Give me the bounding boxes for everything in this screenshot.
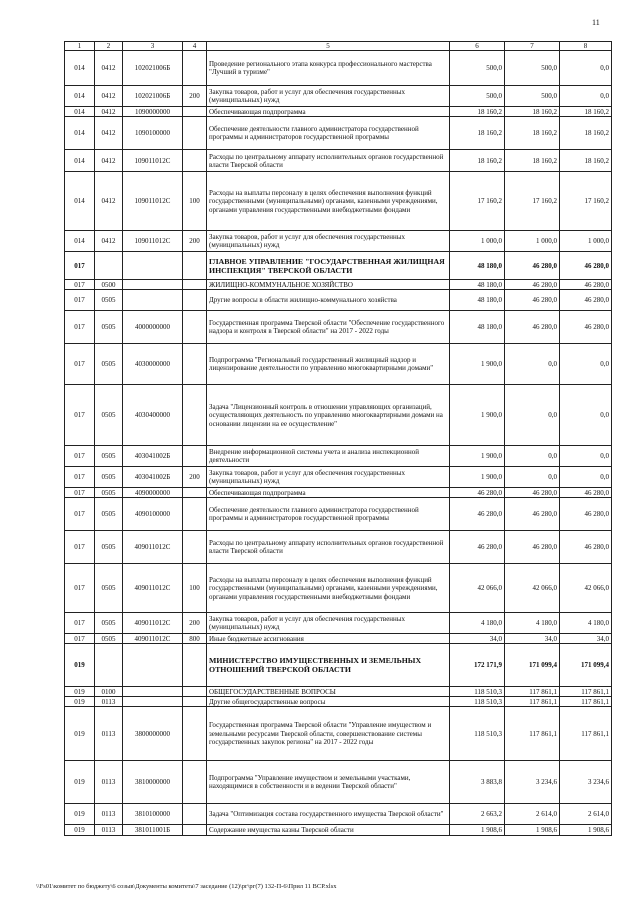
- description: Другие вопросы в области жилищно-коммунального хозяйства: [207, 290, 450, 311]
- table-row: [65, 446, 612, 467]
- target-article-code: 403041002Б: [123, 446, 183, 467]
- table-row: [65, 804, 612, 825]
- target-article-code: [123, 252, 183, 280]
- expense-type-code: 200: [183, 467, 207, 488]
- target-article-code: 403041002Б: [123, 467, 183, 488]
- section-code: 0113: [95, 825, 123, 836]
- target-article-code: [123, 644, 183, 687]
- amount-col-8: 2 614,0: [560, 804, 612, 825]
- description: Иные бюджетные ассигнования: [207, 634, 450, 644]
- footer-file-path: \\Fs01\комитет по бюджету\6 созыв\Документы комитета\7 заседание (12)\рг\рг(7) 132-П-6\Прил 11 ВСР.xlsx: [36, 883, 337, 890]
- description: Государственная программа Тверской области "Обеспечение государственного надзора и контроля в Тверской области" на 2017 - 2022 годы: [207, 311, 450, 344]
- admin-code: 019: [65, 804, 95, 825]
- admin-code: 014: [65, 150, 95, 172]
- section-code: 0100: [95, 687, 123, 697]
- amount-col-8: 46 280,0: [560, 311, 612, 344]
- section-code: 0505: [95, 311, 123, 344]
- section-code: 0505: [95, 564, 123, 613]
- admin-code: 017: [65, 252, 95, 280]
- table-body: [65, 51, 612, 836]
- amount-col-7: 18 160,2: [505, 107, 560, 117]
- section-code: 0113: [95, 761, 123, 804]
- table-row: [65, 344, 612, 385]
- table-row: [65, 488, 612, 498]
- table-row: [65, 825, 612, 836]
- amount-col-7: 117 861,1: [505, 697, 560, 707]
- target-article-code: [123, 697, 183, 707]
- amount-col-6: 48 180,0: [450, 252, 505, 280]
- expense-type-code: [183, 804, 207, 825]
- expense-type-code: 200: [183, 86, 207, 107]
- description: Закупка товаров, работ и услуг для обеспечения государственных (муниципальных) нужд: [207, 613, 450, 634]
- admin-code: 019: [65, 644, 95, 687]
- description: Другие общегосударственные вопросы: [207, 697, 450, 707]
- description: Задача "Лицензионный контроль в отношении управляющих организаций, осуществляющих деятельность по управлению многоквартирными домами на основании лицензии на ее осуществление": [207, 385, 450, 446]
- target-article-code: 409011012С: [123, 564, 183, 613]
- description: ЖИЛИЩНО-КОММУНАЛЬНОЕ ХОЗЯЙСТВО: [207, 280, 450, 290]
- table-row: [65, 280, 612, 290]
- section-code: 0505: [95, 446, 123, 467]
- amount-col-8: 1 908,6: [560, 825, 612, 836]
- section-code: 0505: [95, 634, 123, 644]
- amount-col-8: 117 861,1: [560, 687, 612, 697]
- amount-col-8: 3 234,6: [560, 761, 612, 804]
- expense-type-code: [183, 825, 207, 836]
- amount-col-8: 18 160,2: [560, 107, 612, 117]
- expense-type-code: [183, 446, 207, 467]
- target-article-code: 4030000000: [123, 344, 183, 385]
- amount-col-6: 1 900,0: [450, 446, 505, 467]
- header-col-5: 5: [207, 42, 450, 51]
- amount-col-6: 4 180,0: [450, 613, 505, 634]
- amount-col-6: 118 510,3: [450, 687, 505, 697]
- amount-col-7: 0,0: [505, 385, 560, 446]
- target-article-code: 381011001Б: [123, 825, 183, 836]
- target-article-code: 409011012С: [123, 634, 183, 644]
- expense-type-code: [183, 252, 207, 280]
- amount-col-7: 46 280,0: [505, 531, 560, 564]
- table-row: [65, 51, 612, 86]
- header-col-7: 7: [505, 42, 560, 51]
- section-code: 0412: [95, 172, 123, 231]
- header-col-1: 1: [65, 42, 95, 51]
- section-code: 0113: [95, 697, 123, 707]
- target-article-code: 4090100000: [123, 498, 183, 531]
- target-article-code: 102021006Б: [123, 86, 183, 107]
- amount-col-8: 17 160,2: [560, 172, 612, 231]
- description: Обеспечение деятельности главного администратора государственной программы и администраторов государственной программы: [207, 498, 450, 531]
- table-row: [65, 687, 612, 697]
- amount-col-6: 118 510,3: [450, 697, 505, 707]
- target-article-code: 102021006Б: [123, 51, 183, 86]
- section-code: 0505: [95, 290, 123, 311]
- description: Закупка товаров, работ и услуг для обеспечения государственных (муниципальных) нужд: [207, 86, 450, 107]
- description: Обеспечивающая подпрограмма: [207, 488, 450, 498]
- admin-code: 014: [65, 51, 95, 86]
- expense-type-code: [183, 531, 207, 564]
- section-code: 0412: [95, 231, 123, 252]
- amount-col-6: 2 663,2: [450, 804, 505, 825]
- section-code: 0412: [95, 150, 123, 172]
- amount-col-6: 172 171,9: [450, 644, 505, 687]
- section-code: 0500: [95, 280, 123, 290]
- admin-code: 017: [65, 613, 95, 634]
- section-code: 0505: [95, 613, 123, 634]
- amount-col-6: 42 066,0: [450, 564, 505, 613]
- amount-col-7: 500,0: [505, 51, 560, 86]
- admin-code: 014: [65, 231, 95, 252]
- admin-code: 014: [65, 117, 95, 150]
- amount-col-8: 42 066,0: [560, 564, 612, 613]
- section-code: 0505: [95, 385, 123, 446]
- description: Проведение регионального этапа конкурса профессионального мастерства "Лучший в туризме": [207, 51, 450, 86]
- target-article-code: 409011012С: [123, 531, 183, 564]
- expense-type-code: [183, 761, 207, 804]
- amount-col-6: 46 280,0: [450, 488, 505, 498]
- expense-type-code: [183, 687, 207, 697]
- amount-col-6: 48 180,0: [450, 290, 505, 311]
- amount-col-8: 46 280,0: [560, 498, 612, 531]
- table-row: [65, 761, 612, 804]
- description: Государственная программа Тверской области "Управление имуществом и земельными ресурсами Тверской области, совершенствование системы государственных закупок региона" на 2017 - 2022 годы: [207, 707, 450, 761]
- target-article-code: 4030400000: [123, 385, 183, 446]
- table-row: [65, 697, 612, 707]
- amount-col-8: 46 280,0: [560, 290, 612, 311]
- target-article-code: 3810000000: [123, 761, 183, 804]
- target-article-code: [123, 280, 183, 290]
- header-col-3: 3: [123, 42, 183, 51]
- table-row: [65, 290, 612, 311]
- amount-col-8: 4 180,0: [560, 613, 612, 634]
- amount-col-8: 0,0: [560, 344, 612, 385]
- amount-col-8: 117 861,1: [560, 697, 612, 707]
- amount-col-8: 117 861,1: [560, 707, 612, 761]
- admin-code: 017: [65, 280, 95, 290]
- target-article-code: [123, 687, 183, 697]
- expense-type-code: [183, 707, 207, 761]
- section-code: 0505: [95, 531, 123, 564]
- amount-col-8: 0,0: [560, 467, 612, 488]
- expense-type-code: [183, 150, 207, 172]
- target-article-code: 109011012С: [123, 231, 183, 252]
- description: Расходы на выплаты персоналу в целях обеспечения выполнения функций государственными (муниципальными) органами, казенными учреждениями, органами управления государственными внебюджетными фондами: [207, 172, 450, 231]
- amount-col-7: 18 160,2: [505, 117, 560, 150]
- section-code: [95, 252, 123, 280]
- expense-type-code: 100: [183, 564, 207, 613]
- admin-code: 017: [65, 498, 95, 531]
- header-row: [65, 42, 612, 51]
- amount-col-7: 500,0: [505, 86, 560, 107]
- table-row: [65, 707, 612, 761]
- amount-col-8: 34,0: [560, 634, 612, 644]
- amount-col-7: 34,0: [505, 634, 560, 644]
- amount-col-6: 1 908,6: [450, 825, 505, 836]
- amount-col-7: 1 000,0: [505, 231, 560, 252]
- amount-col-6: 18 160,2: [450, 117, 505, 150]
- amount-col-7: 0,0: [505, 344, 560, 385]
- amount-col-6: 18 160,2: [450, 150, 505, 172]
- section-code: 0412: [95, 51, 123, 86]
- table-row: [65, 564, 612, 613]
- description: Закупка товаров, работ и услуг для обеспечения государственных (муниципальных) нужд: [207, 467, 450, 488]
- description: Обеспечивающая подпрограмма: [207, 107, 450, 117]
- amount-col-6: 1 900,0: [450, 467, 505, 488]
- amount-col-7: 171 099,4: [505, 644, 560, 687]
- table-row: [65, 634, 612, 644]
- description: Подпрограмма "Региональный государственный жилищный надзор и лицензирование деятельности по управлению многоквартирными домами": [207, 344, 450, 385]
- amount-col-7: 1 908,6: [505, 825, 560, 836]
- table-row: [65, 467, 612, 488]
- amount-col-8: 46 280,0: [560, 252, 612, 280]
- section-code: 0113: [95, 707, 123, 761]
- admin-code: 017: [65, 634, 95, 644]
- table-row: [65, 172, 612, 231]
- amount-col-6: 18 160,2: [450, 107, 505, 117]
- amount-col-6: 17 160,2: [450, 172, 505, 231]
- description: Расходы на выплаты персоналу в целях обеспечения выполнения функций государственными (муниципальными) органами, казенными учреждениями, органами управления государственными внебюджетными фондами: [207, 564, 450, 613]
- amount-col-6: 500,0: [450, 51, 505, 86]
- expense-type-code: [183, 644, 207, 687]
- admin-code: 017: [65, 467, 95, 488]
- amount-col-8: 46 280,0: [560, 488, 612, 498]
- admin-code: 019: [65, 761, 95, 804]
- expense-type-code: [183, 311, 207, 344]
- section-code: 0505: [95, 498, 123, 531]
- target-article-code: 1090100000: [123, 117, 183, 150]
- description: Закупка товаров, работ и услуг для обеспечения государственных (муниципальных) нужд: [207, 231, 450, 252]
- amount-col-8: 1 000,0: [560, 231, 612, 252]
- amount-col-7: 46 280,0: [505, 290, 560, 311]
- admin-code: 014: [65, 107, 95, 117]
- amount-col-7: 46 280,0: [505, 252, 560, 280]
- admin-code: 017: [65, 344, 95, 385]
- page-number: 11: [592, 18, 600, 27]
- description: Задача "Оптимизация состава государственного имущества Тверской области": [207, 804, 450, 825]
- header-col-6: 6: [450, 42, 505, 51]
- section-code: 0113: [95, 804, 123, 825]
- amount-col-6: 1 900,0: [450, 385, 505, 446]
- description: Расходы по центральному аппарату исполнительных органов государственной власти Тверской области: [207, 150, 450, 172]
- target-article-code: 409011012С: [123, 613, 183, 634]
- expense-type-code: [183, 51, 207, 86]
- amount-col-8: 0,0: [560, 446, 612, 467]
- target-article-code: 1090000000: [123, 107, 183, 117]
- target-article-code: 109011012С: [123, 172, 183, 231]
- expense-type-code: 200: [183, 613, 207, 634]
- expense-type-code: 100: [183, 172, 207, 231]
- target-article-code: 3800000000: [123, 707, 183, 761]
- table-row: [65, 231, 612, 252]
- budget-table: [64, 41, 612, 836]
- amount-col-6: 48 180,0: [450, 311, 505, 344]
- amount-col-6: 118 510,3: [450, 707, 505, 761]
- amount-col-7: 2 614,0: [505, 804, 560, 825]
- amount-col-8: 46 280,0: [560, 280, 612, 290]
- table-row: [65, 311, 612, 344]
- admin-code: 019: [65, 825, 95, 836]
- amount-col-6: 48 180,0: [450, 280, 505, 290]
- expense-type-code: [183, 697, 207, 707]
- amount-col-6: 1 000,0: [450, 231, 505, 252]
- description: ГЛАВНОЕ УПРАВЛЕНИЕ "ГОСУДАРСТВЕННАЯ ЖИЛИЩНАЯ ИНСПЕКЦИЯ" ТВЕРСКОЙ ОБЛАСТИ: [207, 252, 450, 280]
- amount-col-7: 18 160,2: [505, 150, 560, 172]
- table-row: [65, 613, 612, 634]
- target-article-code: [123, 290, 183, 311]
- admin-code: 017: [65, 311, 95, 344]
- expense-type-code: 200: [183, 231, 207, 252]
- amount-col-7: 0,0: [505, 446, 560, 467]
- section-code: 0412: [95, 117, 123, 150]
- target-article-code: 4000000000: [123, 311, 183, 344]
- description: Расходы по центральному аппарату исполнительных органов государственной власти Тверской области: [207, 531, 450, 564]
- amount-col-8: 0,0: [560, 51, 612, 86]
- description: Содержание имущества казны Тверской области: [207, 825, 450, 836]
- target-article-code: 109011012С: [123, 150, 183, 172]
- description: Подпрограмма "Управление имуществом и земельными участками, находящимися в собственности и в ведении Тверской области": [207, 761, 450, 804]
- section-code: 0505: [95, 467, 123, 488]
- expense-type-code: 800: [183, 634, 207, 644]
- amount-col-7: 42 066,0: [505, 564, 560, 613]
- amount-col-6: 500,0: [450, 86, 505, 107]
- amount-col-8: 171 099,4: [560, 644, 612, 687]
- admin-code: 017: [65, 290, 95, 311]
- expense-type-code: [183, 280, 207, 290]
- amount-col-6: 34,0: [450, 634, 505, 644]
- amount-col-8: 18 160,2: [560, 117, 612, 150]
- target-article-code: 4090000000: [123, 488, 183, 498]
- admin-code: 014: [65, 86, 95, 107]
- header-col-8: 8: [560, 42, 612, 51]
- amount-col-7: 46 280,0: [505, 311, 560, 344]
- amount-col-7: 117 861,1: [505, 707, 560, 761]
- admin-code: 017: [65, 531, 95, 564]
- description: Внедрение информационной системы учета и анализа инспекционной деятельности: [207, 446, 450, 467]
- amount-col-7: 0,0: [505, 467, 560, 488]
- section-code: 0505: [95, 344, 123, 385]
- amount-col-8: 0,0: [560, 385, 612, 446]
- table-row: [65, 644, 612, 687]
- amount-col-6: 1 900,0: [450, 344, 505, 385]
- admin-code: 017: [65, 446, 95, 467]
- amount-col-7: 3 234,6: [505, 761, 560, 804]
- amount-col-7: 17 160,2: [505, 172, 560, 231]
- section-code: [95, 644, 123, 687]
- section-code: 0412: [95, 86, 123, 107]
- admin-code: 017: [65, 488, 95, 498]
- amount-col-6: 46 280,0: [450, 531, 505, 564]
- table-row: [65, 86, 612, 107]
- target-article-code: 3810100000: [123, 804, 183, 825]
- section-code: 0412: [95, 107, 123, 117]
- admin-code: 017: [65, 564, 95, 613]
- admin-code: 019: [65, 707, 95, 761]
- expense-type-code: [183, 290, 207, 311]
- description: ОБЩЕГОСУДАРСТВЕННЫЕ ВОПРОСЫ: [207, 687, 450, 697]
- admin-code: 014: [65, 172, 95, 231]
- expense-type-code: [183, 107, 207, 117]
- table-row: [65, 531, 612, 564]
- admin-code: 019: [65, 697, 95, 707]
- amount-col-7: 4 180,0: [505, 613, 560, 634]
- amount-col-7: 46 280,0: [505, 498, 560, 531]
- table-row: [65, 107, 612, 117]
- table-row: [65, 150, 612, 172]
- amount-col-6: 3 883,8: [450, 761, 505, 804]
- amount-col-7: 117 861,1: [505, 687, 560, 697]
- table-row: [65, 498, 612, 531]
- section-code: 0505: [95, 488, 123, 498]
- admin-code: 017: [65, 385, 95, 446]
- table-row: [65, 117, 612, 150]
- expense-type-code: [183, 498, 207, 531]
- expense-type-code: [183, 488, 207, 498]
- expense-type-code: [183, 385, 207, 446]
- amount-col-7: 46 280,0: [505, 488, 560, 498]
- admin-code: 019: [65, 687, 95, 697]
- header-col-4: 4: [183, 42, 207, 51]
- description: Обеспечение деятельности главного администратора государственной программы и администраторов государственной программы: [207, 117, 450, 150]
- amount-col-8: 18 160,2: [560, 150, 612, 172]
- amount-col-7: 46 280,0: [505, 280, 560, 290]
- header-col-2: 2: [95, 42, 123, 51]
- amount-col-8: 0,0: [560, 86, 612, 107]
- description: МИНИСТЕРСТВО ИМУЩЕСТВЕННЫХ И ЗЕМЕЛЬНЫХ ОТНОШЕНИЙ ТВЕРСКОЙ ОБЛАСТИ: [207, 644, 450, 687]
- table-row: [65, 252, 612, 280]
- amount-col-8: 46 280,0: [560, 531, 612, 564]
- expense-type-code: [183, 344, 207, 385]
- amount-col-6: 46 280,0: [450, 498, 505, 531]
- expense-type-code: [183, 117, 207, 150]
- table-row: [65, 385, 612, 446]
